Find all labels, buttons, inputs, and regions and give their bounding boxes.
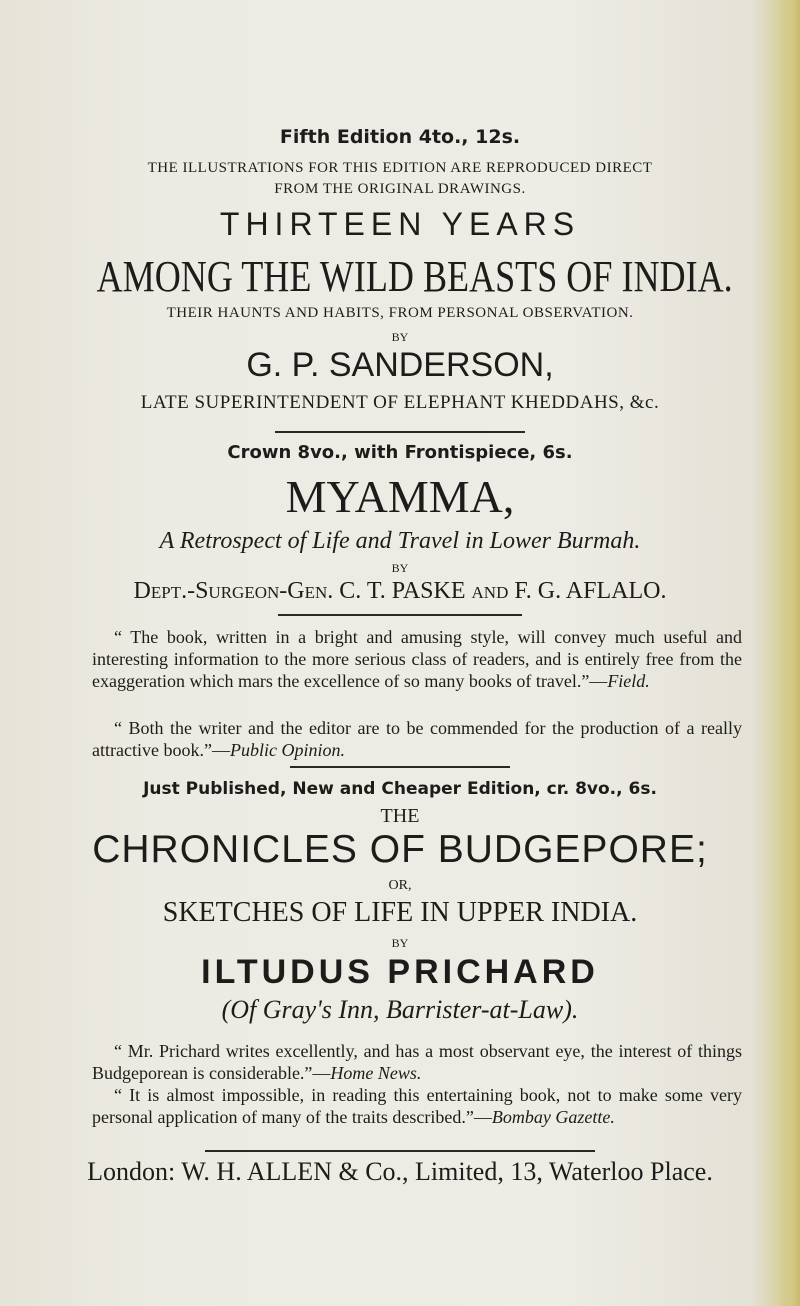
ad1-edition: Fifth Edition 4to., 12s. — [279, 126, 521, 148]
review-source: Bombay Gazette. — [491, 1107, 615, 1127]
ad2-edition: Crown 8vo., with Frontispiece, 6s. — [227, 442, 573, 463]
review-source: Public Opinion. — [229, 740, 345, 760]
ad1-title-line2: AMONG THE WILD BEASTS OF INDIA. — [96, 252, 733, 301]
ad1-title-line1: THIRTEEN YEARS — [219, 206, 581, 242]
divider-rule — [278, 614, 522, 616]
page-edge-stain — [778, 0, 800, 1306]
ad3-edition: Just Published, New and Cheaper Edition, cr. 8vo., 6s. — [143, 779, 657, 799]
ad2-by: BY — [391, 561, 409, 575]
ad2-review-field — [92, 626, 742, 692]
ad1-subtitle: THEIR HAUNTS AND HABITS, FROM PERSONAL OBSERVATION. — [166, 305, 634, 321]
ad1-by: BY — [391, 330, 409, 344]
ad1-note-line2: FROM THE ORIGINAL DRAWINGS. — [274, 181, 526, 197]
ad2-title: MYAMMA, — [285, 471, 515, 522]
ad2-authors: Dept.-Surgeon-Gen. C. T. PASKE and F. G. AFLALO. — [133, 578, 667, 604]
ad1-author-title: LATE SUPERINTENDENT OF ELEPHANT KHEDDAHS, &c. — [140, 392, 660, 413]
divider-rule — [290, 766, 510, 768]
ad1-author: G. P. SANDERSON, — [246, 346, 554, 384]
review-source: Home News. — [330, 1063, 422, 1083]
ad2-subtitle: A Retrospect of Life and Travel in Lower Burmah. — [159, 528, 641, 554]
ad2-review-public-opinion — [92, 717, 742, 761]
review-text: “ It is almost impossible, in reading this entertaining book, not to make some very personal application of many of the traits described.”— — [92, 1085, 742, 1127]
ad3-or: OR, — [388, 878, 412, 893]
divider-rule — [275, 431, 525, 433]
review-text: “ Mr. Prichard writes excellently, and has a most observant eye, the interest of things Budgeporean is considerable.”— — [92, 1041, 742, 1083]
divider-rule — [205, 1150, 595, 1152]
review-text: “ The book, written in a bright and amusing style, will convey much useful and interesting information to the more serious class of readers, and is entirely free from the exaggeration which mars the excellence of so many books of travel.”— — [92, 627, 742, 691]
ad3-title: CHRONICLES OF BUDGEPORE; — [92, 828, 708, 871]
ad3-author: ILTUDUS PRICHARD — [201, 953, 599, 991]
ad3-author-note: (Of Gray's Inn, Barrister-at-Law). — [221, 995, 579, 1024]
ad3-the: THE — [380, 805, 420, 827]
ad3-review-bombay-gazette — [92, 1084, 742, 1128]
review-source: Field. — [607, 671, 650, 691]
ad1-note-line1: THE ILLUSTRATIONS FOR THIS EDITION ARE REPRODUCED DIRECT — [147, 160, 653, 176]
publisher-imprint: London: W. H. ALLEN & Co., Limited, 13, Waterloo Place. — [87, 1157, 713, 1186]
review-text: “ Both the writer and the editor are to be commended for the production of a really attractive book.”— — [92, 718, 742, 760]
ad3-review-home-news — [92, 1040, 742, 1084]
ad3-by: BY — [391, 936, 409, 950]
ad3-subtitle: SKETCHES OF LIFE IN UPPER INDIA. — [162, 897, 638, 928]
